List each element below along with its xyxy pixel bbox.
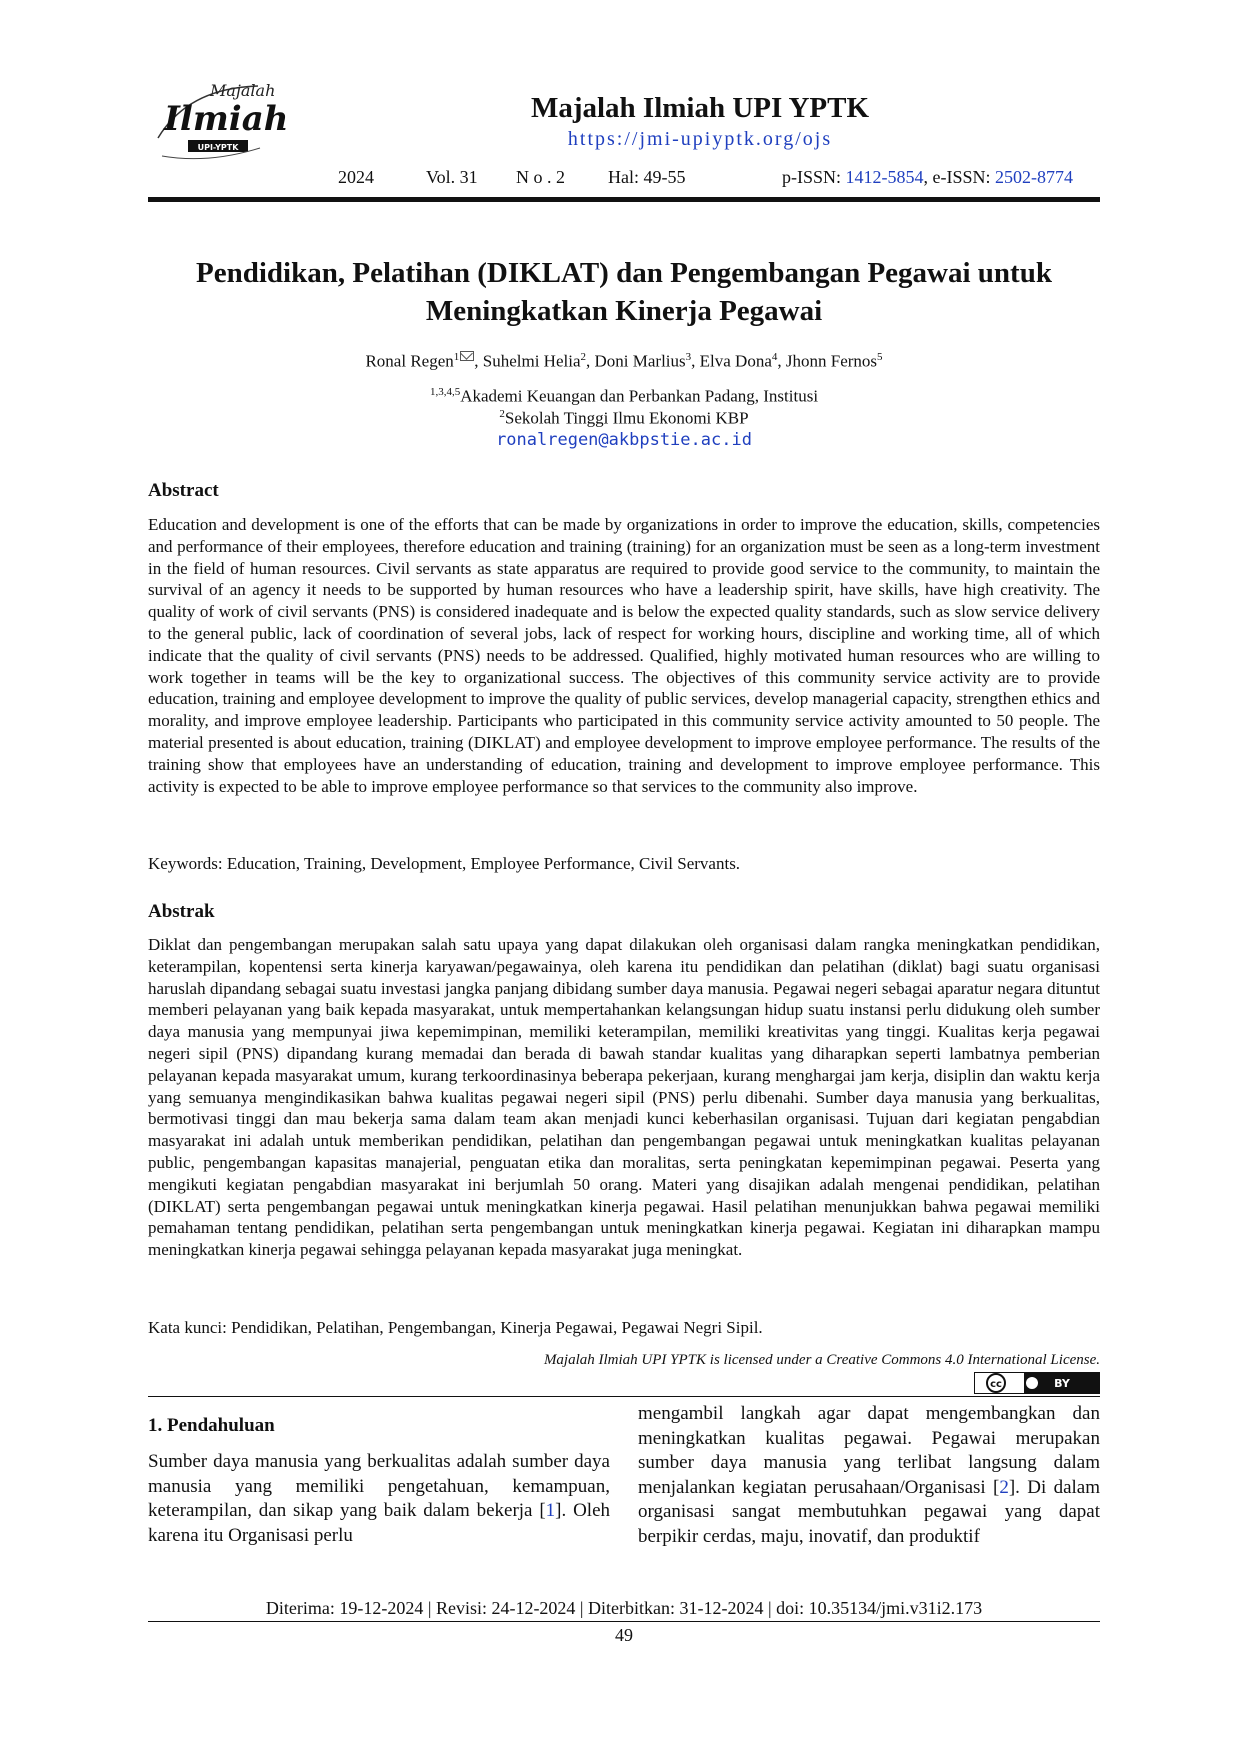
corresponding-email-link[interactable]: ronalregen@akbpstie.ac.id [496,430,752,450]
issue-year: 2024 [338,167,374,187]
journal-url-link[interactable]: https://jmi-upiyptk.org/ojs [567,128,833,150]
intro-right-column: mengambil langkah agar dapat mengembangkan dan meningkatkan kualitas pegawai. Pegawai merupakan sumber daya manusia yang terlibat langsung dalam menjalankan kegiatan perusahaan/Organisasi [2]. Di dalam organisasi sangat membutuhkan pegawai yang dapat berpikir cerdas, maju, inovatif, dan produktif [638,1403,1100,1547]
citation-link-1[interactable]: 1 [545,1500,556,1521]
citation-link-2[interactable]: 2 [999,1476,1009,1498]
journal-logo [148,68,289,172]
issue-number: N o . 2 [516,167,565,187]
footer-rule [148,1621,1100,1622]
paper-title-line-2: Meningkatkan Kinerja Pegawai [425,295,823,327]
abstract-text: Education and development is one of the efforts that can be made by organizations in order to improve the education, skills, competencies and performance of their employees, therefore education and training (training) for an organization must be seen as a long-term investment in the field of human resources. Civil servants as state apparatus are required to provide good service to the community, to maintain the survival of an agency it needs to be supported by human resources who have a leadership spirit, have skills, have high creativity. The quality of work of civil servants (PNS) is considered inadequate and is below the expected quality standards, such as slow service delivery to the general public, lack of coordination of several jobs, lack of respect for working hours, discipline and working time, all of which indicate that the quality of civil servants (PNS) needs to be addressed. Qualified, highly motivated human resources who are willing to work together in teams will be the key to organizational success. The objectives of this community service activity are to provide education, training and employee development to improve the quality of public services, develop managerial capacity, strengthen ethics and morality, and improve employee leadership. Participants who participated in this community service activity amounted to 50 people. The material presented is about education, training (DIKLAT) and employee development to improve employee performance. The results of the training show that employees have an understanding of education, training and development to improve employee performance. This activity is expected to be able to improve employee performance so that services to the community also improve. [148,515,1100,796]
email-envelope-icon [460,351,474,361]
journal-name: Majalah Ilmiah UPI YPTK [530,92,870,124]
paper-title [148,254,1100,330]
author-5: , Jhonn Fernos [777,351,878,371]
abstrak-text: Diklat dan pengembangan merupakan salah satu upaya yang dapat dilakukan oleh organisasi dalam rangka meningkatkan pendidikan, keterampilan, kopentensi serta kinerja karyawan/pegawainya, oleh karena itu pendidikan dan pelatihan (diklat) bagi suatu organisasi haruslah dipandang sebagai suatu investasi jangka panjang dibidang sumber daya manusia. Pegawai negeri sebagai aparatur negara dituntut memberi pelayanan yang baik kepada masyarakat, untuk mempertahankan kelangsungan hidup suatu instansi perlu didukung oleh sumber daya manusia yang mempunyai jiwa kepemimpinan, memiliki keterampilan, memiliki kreativitas yang tinggi. Kualitas kerja pegawai negeri sipil (PNS) dipandang kurang memadai dan berada di bawah standar kualitas yang diharapkan seperti lambatnya pemberian pelayanan kepada masyarakat umum, kurang terkoordinasinya beberapa pekerjaan, kurang menghargai jam kerja, disiplin dan waktu kerja yang semuanya mengindikasikan bahwa kualitas pegawai negeri sipil (PNS) perlu dibenahi. Sumber daya manusia yang berkualitas, bermotivasi tinggi dan mau bekerja sama dalam team akan menjadi kunci keberhasilan organisasi. Tujuan dari kegiatan pengabdian masyarakat ini adalah untuk memberikan pendidikan, pelatihan dan pengembangan pegawai untuk meningkatkan kualitas pelayanan public, pengembangan kapasitas manajerial, penguatan etika dan moralitas, serta peningkatan kepemimpinan pegawai. Peserta yang mengikuti kegiatan pengabdian masyarakat ini berjumlah 50 orang. Materi yang disajikan adalah mengenai pendidikan, pelatihan (DIKLAT) serta pengembangan pegawai untuk meningkatkan kinerja pegawai. Hasil pelatihan menunjukkan bahwa pegawai memiliki pemahaman tentang pendidikan, pelatihan serta pengembangan untuk meningkatkan kinerja pegawai. Kegiatan ini diharapkan mampu meningkatkan kinerja pegawai sehingga pelayanan kepada masyarakat juga meningkat. [148,935,1100,1260]
issue-pages: Hal: 49-55 [608,167,686,187]
author-2: , Suhelmi Helia [474,351,581,371]
logo-text-majalah: Majalah [210,81,276,100]
license-statement: Majalah Ilmiah UPI YPTK is licensed under a Creative Commons 4.0 International License. [543,1352,1100,1368]
intro-left-column: Sumber daya manusia yang berkualitas adalah sumber daya manusia yang memiliki pengetahuan, kemampuan, keterampilan, dan sikap yang baik dalam bekerja [1]. Oleh karena itu Organisasi perlu [148,1451,611,1546]
issn-info: p-ISSN: 1412-5854, e-ISSN: 2502-8774 [782,167,1074,187]
author-3: , Doni Marlius [586,351,686,371]
abstract-heading: Abstract [148,480,219,501]
issue-volume: Vol. 31 [426,167,478,187]
publication-dates-doi: Diterima: 19-12-2024 | Revisi: 24-12-2024 | Diterbitkan: 31-12-2024 | doi: 10.35134/jmi.v31i2.173 [265,1598,983,1618]
affiliation-1: $^{1,3,4,5}$Akademi Keuangan dan Perbankan Padang, Institusi [429,386,819,406]
abstrak-heading: Abstrak [148,901,215,922]
logo-text-upi: UPI-YPTK [197,143,239,152]
cc-by-license-badge[interactable] [974,1372,1100,1394]
logo-text-ilmiah: Ilmiah [164,99,289,139]
author-1: Ronal Regen [365,351,454,371]
section-heading-introduction: 1. Pendahuluan [148,1415,275,1436]
body-separator-rule [148,1396,1100,1397]
cc-icon: cc [990,1379,1002,1390]
eissn-link[interactable]: 2502-8774 [995,167,1074,187]
header-rule [148,197,1100,202]
pissn-link[interactable]: 1412-5854 [845,167,924,187]
affiliation-2: $^2$Sekolah Tinggi Ilmu Ekonomi KBP [499,408,749,428]
abstrak-keywords: Kata kunci: Pendidikan, Pelatihan, Pengembangan, Kinerja Pegawai, Pegawai Negri Sipil. [148,1318,763,1337]
page-number: 49 [615,1625,633,1645]
paper-title-line-1: Pendidikan, Pelatihan (DIKLAT) dan Pengembangan Pegawai untuk [196,257,1052,289]
abstract-keywords: Keywords: Education, Training, Development, Employee Performance, Civil Servants. [148,854,741,873]
author-list: Ronal Regen$^1$ , Suhelmi Helia$^2$, Doni Marlius$^3$, Elva Dona$^4$, Jhonn Fernos$^5$ [365,351,883,371]
by-icon: BY [1054,1377,1070,1390]
author-4: , Elva Dona [691,351,772,371]
